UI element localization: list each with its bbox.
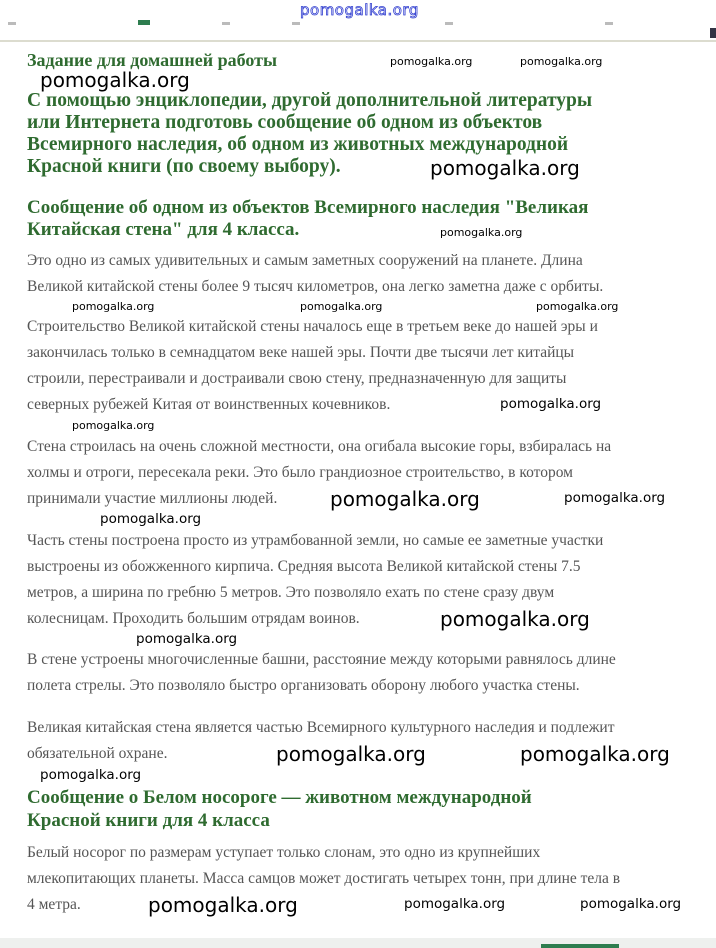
watermark: pomogalka.org: [520, 55, 603, 68]
text-line: Строительство Великой китайской стены началось еще в третьем веке до нашей эры и: [27, 318, 598, 335]
task-line: Красной книги (по своему выбору).: [27, 156, 341, 177]
scrollbar[interactable]: [710, 28, 716, 38]
section-heading-white-rhino: [27, 786, 532, 832]
nav-item[interactable]: [445, 22, 453, 25]
watermark: pomogalka.org: [430, 156, 580, 180]
text-line: обязательной охране.: [27, 745, 168, 762]
watermark: pomogalka.org: [564, 490, 666, 506]
nav-item-active[interactable]: [138, 20, 150, 25]
text-line: северных рубежей Китая от воинственных кочевников.: [27, 396, 391, 413]
watermark: pomogalka.org: [300, 300, 383, 313]
text-line: метров, а ширина по гребню 5 метров. Это позволяло ехать по стене сразу двум: [27, 584, 555, 601]
nav-item[interactable]: [605, 22, 613, 25]
text-line: Стена строилась на очень сложной местности, она огибала высокие горы, взбиралась на: [27, 438, 612, 455]
watermark: pomogalka.org: [440, 226, 523, 239]
text-line: строили, перестраивали и достраивали свою стену, предназначенную для защиты: [27, 370, 567, 387]
text-line: выстроены из обожженного кирпича. Средняя высота Великой китайской стены 7.5: [27, 558, 581, 575]
watermark: pomogalka.org: [330, 487, 480, 511]
text-line: полета стрелы. Это позволяло быстро организовать оборону любого участка стены.: [27, 677, 580, 694]
watermark: pomogalka.org: [390, 55, 473, 68]
watermark-logo: pomogalka.org: [300, 1, 419, 19]
bottom-bar: [0, 938, 716, 948]
text-line: принимали участие миллионы людей.: [27, 490, 278, 507]
watermark: pomogalka.org: [520, 742, 670, 766]
watermark: pomogalka.org: [276, 742, 426, 766]
paragraph: [27, 840, 620, 918]
watermark: pomogalka.org: [72, 419, 155, 432]
watermark: pomogalka.org: [100, 511, 202, 527]
text-line: В стене устроены многочисленные башни, расстояние между которыми равнялось длине: [27, 651, 616, 668]
task-line: или Интернета подготовь сообщение об одном из объектов: [27, 112, 543, 133]
watermark: pomogalka.org: [404, 896, 506, 912]
text-line: Белый носорог по размерам уступает только слонам, это одно из крупнейших: [27, 844, 541, 861]
task-line: С помощью энциклопедии, другой дополнительной литературы: [27, 90, 593, 111]
heading-line: Сообщение об одном из объектов Всемирного наследия "Великая: [27, 197, 589, 218]
task-line: Всемирного наследия, об одном из животных международной: [27, 134, 569, 155]
text-line: колесницам. Проходить большим отрядам воинов.: [27, 610, 360, 627]
text-line: Часть стены построена просто из утрамбованной земли, но самые ее заметные участки: [27, 532, 604, 549]
page-title: Задание для домашней работы: [27, 50, 278, 70]
watermark: pomogalka.org: [136, 631, 238, 647]
heading-line: Сообщение о Белом носороге — животном международной: [27, 787, 532, 808]
paragraph: [27, 434, 611, 512]
watermark: pomogalka.org: [440, 607, 590, 631]
nav-item[interactable]: [8, 22, 16, 25]
bottom-tab-indicator[interactable]: [541, 944, 619, 948]
heading-line: Красной книги для 4 класса: [27, 810, 270, 831]
text-line: млекопитающих планеты. Масса самцов может достигать четырех тонн, при длине тела в: [27, 870, 621, 887]
heading-line: Китайская стена" для 4 класса.: [27, 219, 300, 240]
watermark: pomogalka.org: [536, 300, 619, 313]
watermark: pomogalka.org: [72, 300, 155, 313]
paragraph: [27, 647, 616, 699]
nav-item[interactable]: [292, 22, 300, 25]
text-line: Это одно из самых удивительных и самым заметных сооружений на планете. Длина: [27, 252, 583, 269]
watermark: pomogalka.org: [500, 396, 602, 412]
text-line: закончилась только в семнадцатом веке нашей эры. Почти две тысячи лет китайцы: [27, 344, 575, 361]
watermark: pomogalka.org: [40, 767, 142, 783]
watermark: pomogalka.org: [580, 896, 682, 912]
text-line: 4 метра.: [27, 896, 81, 913]
nav-item[interactable]: [222, 22, 230, 25]
text-line: Великой китайской стены более 9 тысяч километров, она легко заметна даже с орбиты.: [27, 278, 604, 295]
watermark: pomogalka.org: [40, 68, 190, 92]
text-line: холмы и отроги, пересекала реки. Это было грандиозное строительство, в котором: [27, 464, 573, 481]
text-line: Великая китайская стена является частью Всемирного культурного наследия и подлежит: [27, 719, 615, 736]
watermark: pomogalka.org: [148, 893, 298, 917]
paragraph: [27, 248, 603, 300]
